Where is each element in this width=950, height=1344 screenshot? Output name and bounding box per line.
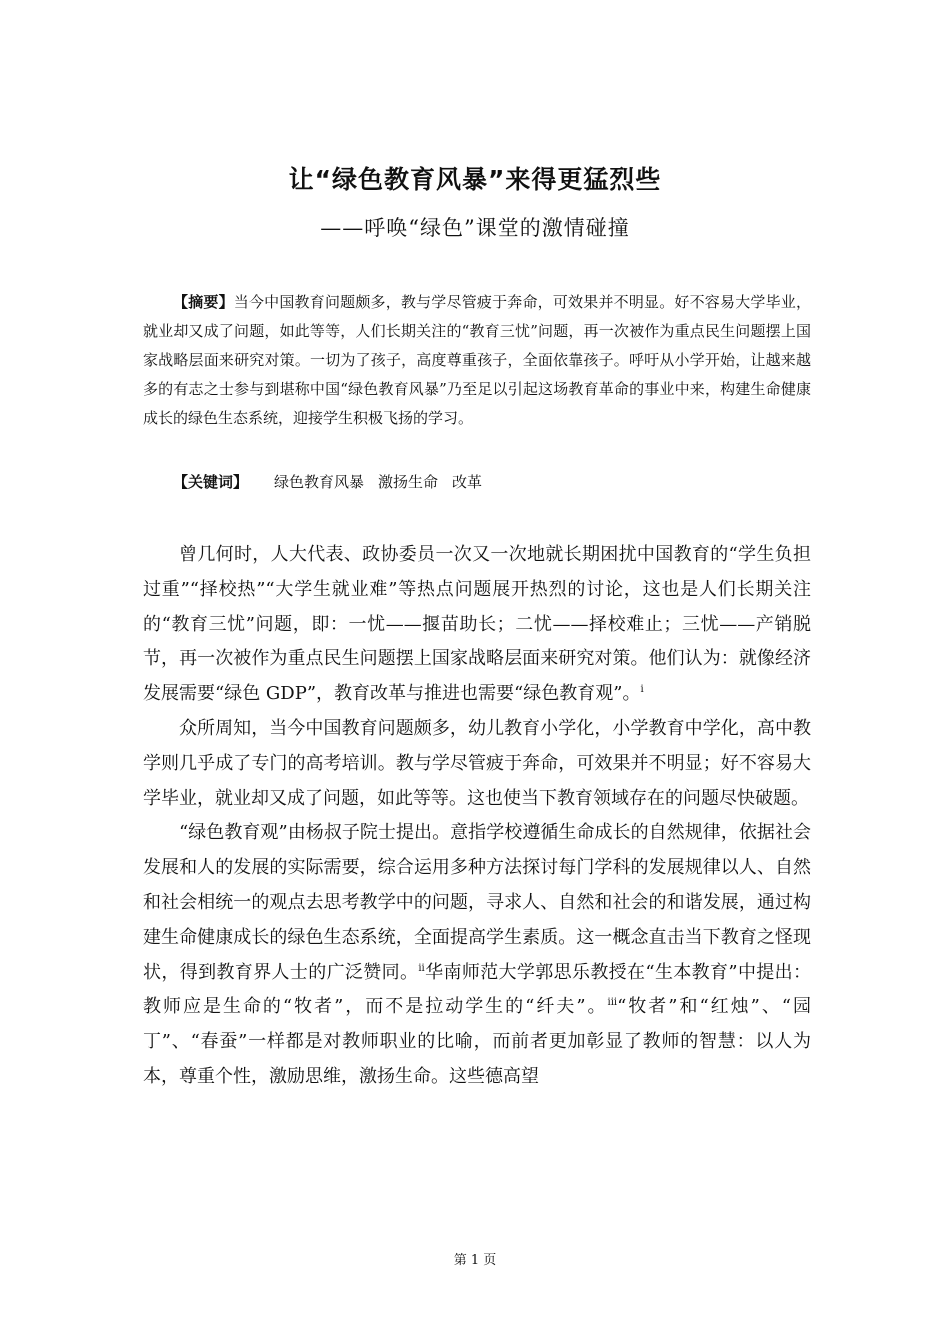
abstract-text: 当今中国教育问题颇多，教与学尽管疲于奔命，可效果并不明显。好不容易大学毕业，就业却又成了问题，如此等等，人们长期关注的“教育三忧”问题，再一次被作为重点民生问题摆上国家战略层面来研究对策。一切为了孩子，高度尊重孩子，全面依靠孩子。呼吁从小学开始，让越来越多的有志之士参与到堪称中国“绿色教育风暴”乃至足以引起这场教育革命的事业中来，构建生命健康成长的绿色生态系统，迎接学生积极飞扬的学习。 — [143, 293, 811, 427]
body-text — [143, 538, 811, 1095]
body-paragraph-1: 曾几何时，人大代表、政协委员一次又一次地就长期困扰中国教育的“学生负担过重”“择校热”“大学生就业难”等热点问题展开热烈的讨论，这也是人们长期关注的“教育三忧”问题，即：一忧——揠苗助长；二忧——择校难止；三忧——产销脱节，再一次被作为重点民生问题摆上国家战略层面来研究对策。他们认为：就像经济发展需要“绿色 GDP”，教育改革与推进也需要“绿色教育观”。$^i$ — [143, 544, 811, 705]
keywords-label: 【关键词】 — [173, 473, 249, 491]
abstract-label: 【摘要】 — [173, 293, 234, 311]
page-subtitle: ——呼唤“绿色”课堂的激情碰撞 — [320, 216, 630, 240]
keyword-item: 激扬生命 — [378, 473, 439, 491]
keyword-item: 改革 — [452, 473, 483, 491]
keyword-item: 绿色教育风暴 — [274, 473, 365, 491]
abstract-paragraph — [143, 288, 811, 433]
footnote-ref[interactable]: iii — [607, 997, 618, 1009]
body-paragraph-2: 众所周知，当今中国教育问题颇多，幼儿教育小学化，小学教育中学化，高中教学则几乎成了专门的高考培训。教与学尽管疲于奔命，可效果并不明显；好不容易大学毕业，就业却又成了问题，如此等等。这也使当下教育领域存在的问题尽快破题。 — [143, 717, 811, 809]
page-number: 第 1 页 — [453, 1253, 497, 1268]
footnote-ref[interactable]: i — [640, 684, 644, 696]
footnote-ref[interactable]: ii — [418, 962, 425, 974]
page-title: 让“绿色教育风暴”来得更猛烈些 — [288, 165, 662, 194]
body-paragraph-3: “绿色教育观”由杨叔子院士提出。意指学校遵循生命成长的自然规律，依据社会发展和人的发展的实际需要，综合运用多种方法探讨每门学科的发展规律以人、自然和社会相统一的观点去思考教学中的问题，寻求人、自然和社会的和谐发展，通过构建生命健康成长的绿色生态系统，全面提高学生素质。这一概念直击当下教育之怪现状，得到教育界人士的广泛赞同。$^{ii}$华南师范大学郭思乐教授在“生本教育”中提出：教师应是生命的“牧者”，而不是拉动学生的“纤夫”。$^{iii}$“牧者”和“红烛”、“园丁”、“春蚕”一样都是对教师职业的比喻，而前者更加彰显了教师的智慧：以人为本，尊重个性，激励思维，激扬生命。这些德高望 — [143, 822, 812, 1087]
keywords-line — [173, 469, 813, 495]
